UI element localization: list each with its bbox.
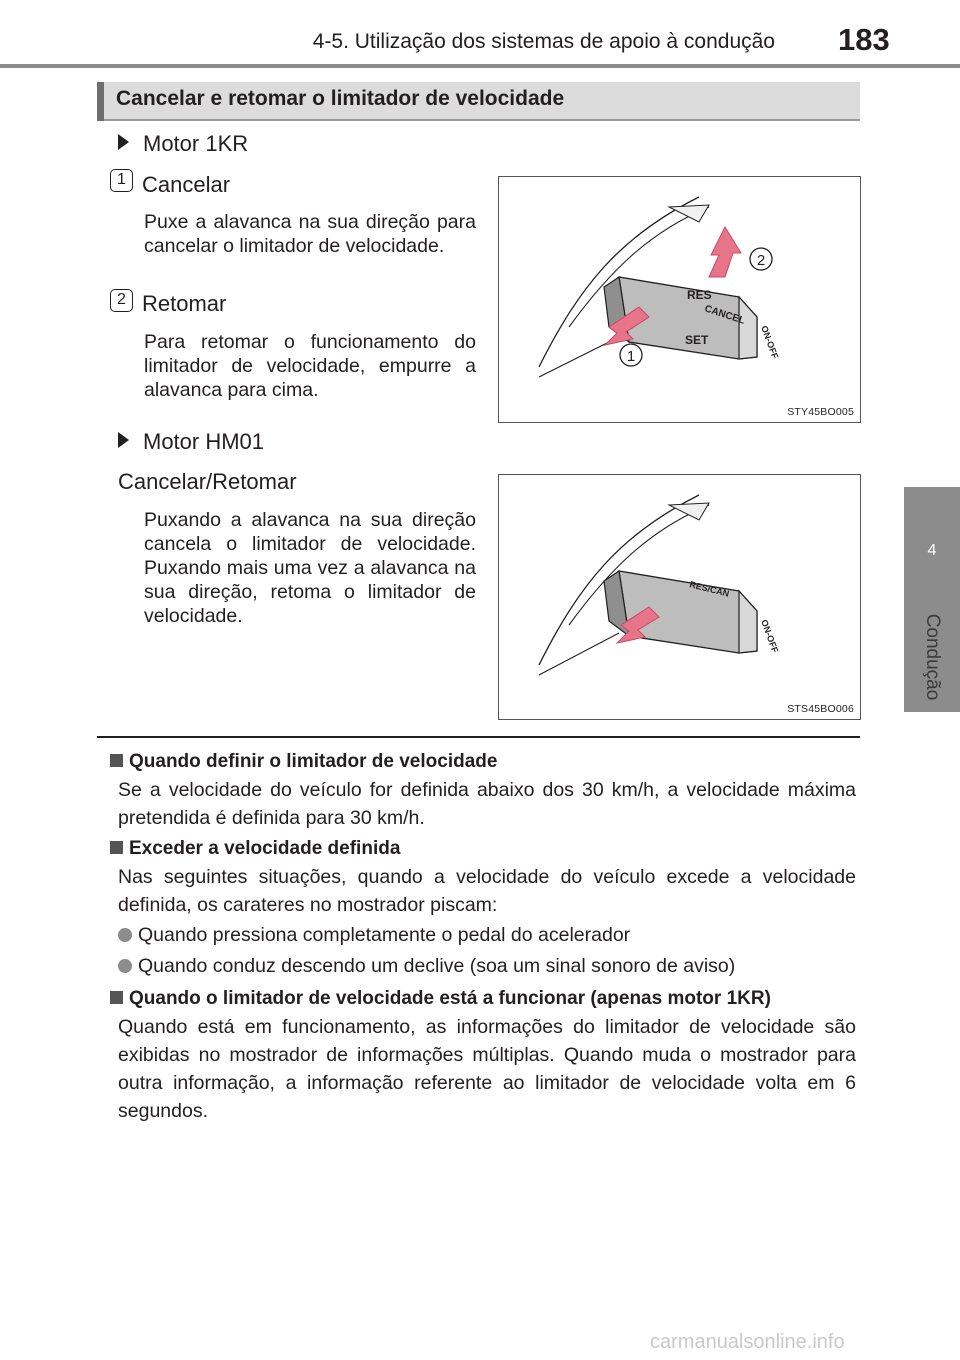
square-bullet-icon [110, 841, 123, 854]
triangle-bullet-icon [118, 432, 129, 448]
note-heading-2: Exceder a velocidade definida [110, 838, 400, 860]
section-banner-title: Cancelar e retomar o limitador de velocidade [116, 87, 565, 110]
motor-1kr-heading: Motor 1KR [118, 131, 248, 157]
step-resume-text: Para retomar o funcionamento do limitador de velocidade, empurre a alavanca para cima. [144, 331, 476, 401]
watermark: carmanualsonline.info [650, 1331, 845, 1353]
lever-label-rescan: RES/CAN [688, 579, 731, 599]
triangle-bullet-icon [118, 134, 129, 150]
figure-code-1: STY45BO005 [787, 406, 854, 418]
lever-label-set: SET [685, 333, 709, 347]
note-heading-1: Quando definir o limitador de velocidade [110, 751, 497, 773]
note-text-3: Quando está em funcionamento, as informações do limitador de velocidade são exibidas no mostrador de informações múltiplas. Quando muda o mostrador para outra informação, a informação referente ao limitador de velocidade volta em 6 segundos. [118, 1016, 856, 1122]
cancel-resume-text: Puxando a alavanca na sua direção cancela o limitador de velocidade. Puxando mais uma vez a alavanca na sua direção, retoma o limitador de velocidade. [144, 509, 476, 627]
lever-label-onoff: ON-OFF [759, 324, 781, 361]
lever-illustration [499, 177, 859, 421]
square-bullet-icon [110, 754, 123, 767]
section-banner-accent [97, 82, 104, 121]
notes-divider [97, 736, 860, 738]
figure-lever-1kr [498, 176, 861, 423]
callout-1: 1 [626, 348, 636, 365]
step-badge-2: 2 [110, 289, 133, 312]
cancel-resume-title: Cancelar/Retomar [118, 469, 297, 494]
note-text-2: Nas seguintes situações, quando a velocidade do veículo excede a velocidade definida, os carateres no mostrador piscam: [118, 866, 856, 916]
dot-bullet-icon [118, 928, 132, 942]
lever-label-onoff: ON-OFF [759, 618, 781, 655]
figure-lever-hm01 [498, 474, 861, 720]
chapter-tab-label: Condução [922, 613, 943, 701]
step-cancel-title: Cancelar [142, 172, 231, 197]
step-resume-title: Retomar [142, 291, 227, 316]
note-heading-3: Quando o limitador de velocidade está a funcionar (apenas motor 1KR) [110, 988, 771, 1010]
step-badge-1: 1 [110, 169, 133, 192]
lever-illustration [499, 475, 859, 718]
motor-hm01-heading: Motor HM01 [118, 429, 264, 455]
figure-code-2: STS45BO006 [787, 703, 854, 715]
callout-2: 2 [756, 252, 766, 269]
chapter-tab-number: 4 [927, 542, 937, 559]
lever-label-res: RES [687, 288, 712, 302]
running-header: 4-5. Utilização dos sistemas de apoio à condução [312, 30, 775, 53]
lever-label-cancel: CANCEL [703, 303, 747, 327]
page-number: 183 [838, 22, 890, 57]
header-rule [0, 64, 960, 68]
square-bullet-icon [110, 991, 123, 1004]
note-text-1: Se a velocidade do veículo for definida abaixo dos 30 km/h, a velocidade máxima pretendida é definida para 30 km/h. [118, 779, 856, 829]
dot-bullet-icon [118, 959, 132, 973]
note-bullet-1: Quando pressiona completamente o pedal do acelerador [118, 924, 630, 947]
step-cancel-text: Puxe a alavanca na sua direção para cancelar o limitador de velocidade. [144, 211, 476, 257]
note-bullet-2: Quando conduz descendo um declive (soa um sinal sonoro de aviso) [118, 955, 735, 978]
